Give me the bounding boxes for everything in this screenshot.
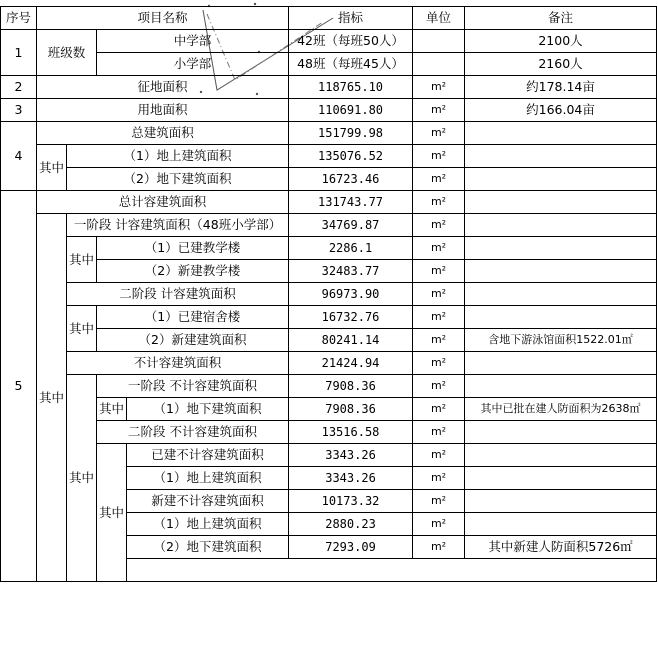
value-cell: 7908.36 — [289, 398, 413, 421]
table-row — [1, 76, 657, 99]
value-cell: 3343.26 — [289, 467, 413, 490]
table-row — [1, 53, 657, 76]
header-note: 备注 — [465, 7, 657, 30]
blank-cell — [127, 559, 657, 582]
row-label: （1）已建宿舍楼 — [97, 306, 289, 329]
unit-cell — [413, 30, 465, 53]
seq-cell: 1 — [1, 30, 37, 76]
row-label: 班级数 — [37, 30, 97, 76]
unit-cell: m² — [413, 444, 465, 467]
unit-cell: m² — [413, 122, 465, 145]
value-cell: 48班（每班45人） — [289, 53, 413, 76]
row-label: （2）地下建筑面积 — [67, 168, 289, 191]
row-label: 不计容建筑面积 — [67, 352, 289, 375]
value-cell: 34769.87 — [289, 214, 413, 237]
table-row — [1, 191, 657, 214]
unit-cell: m² — [413, 99, 465, 122]
note-cell — [465, 145, 657, 168]
qizhong-label: 其中 — [37, 214, 67, 582]
row-label: （1）地上建筑面积 — [127, 513, 289, 536]
row-label: （2）新建建筑面积 — [97, 329, 289, 352]
row-label: 二阶段 不计容建筑面积 — [97, 421, 289, 444]
table-row — [1, 260, 657, 283]
note-cell: 含地下游泳馆面积1522.01㎡ — [465, 329, 657, 352]
note-cell — [465, 352, 657, 375]
qizhong-label: 其中 — [67, 375, 97, 582]
unit-cell: m² — [413, 375, 465, 398]
table-row — [1, 329, 657, 352]
unit-cell: m² — [413, 513, 465, 536]
note-cell — [465, 283, 657, 306]
unit-cell: m² — [413, 168, 465, 191]
value-cell: 10173.32 — [289, 490, 413, 513]
table-row — [1, 398, 657, 421]
header-unit: 单位 — [413, 7, 465, 30]
unit-cell: m² — [413, 329, 465, 352]
unit-cell: m² — [413, 536, 465, 559]
note-cell — [465, 421, 657, 444]
note-cell — [465, 306, 657, 329]
qizhong-label: 其中 — [37, 145, 67, 191]
header-value: 指标 — [289, 7, 413, 30]
table-row — [1, 421, 657, 444]
value-cell: 32483.77 — [289, 260, 413, 283]
row-label: 一阶段 不计容建筑面积 — [97, 375, 289, 398]
seq-cell: 2 — [1, 76, 37, 99]
row-label: 新建不计容建筑面积 — [127, 490, 289, 513]
value-cell: 110691.80 — [289, 99, 413, 122]
value-cell: 16732.76 — [289, 306, 413, 329]
row-label: 用地面积 — [37, 99, 289, 122]
unit-cell: m² — [413, 421, 465, 444]
header-seq: 序号 — [1, 7, 37, 30]
value-cell: 151799.98 — [289, 122, 413, 145]
qizhong-label: 其中 — [67, 306, 97, 352]
note-cell — [465, 444, 657, 467]
table-row — [1, 145, 657, 168]
table-row — [1, 352, 657, 375]
note-cell — [465, 168, 657, 191]
note-cell: 其中新建人防面积5726㎡ — [465, 536, 657, 559]
value-cell: 21424.94 — [289, 352, 413, 375]
table-row — [1, 99, 657, 122]
unit-cell: m² — [413, 145, 465, 168]
value-cell: 7908.36 — [289, 375, 413, 398]
qizhong-label: 其中 — [97, 398, 127, 421]
row-label: （1）地上建筑面积 — [127, 467, 289, 490]
value-cell: 3343.26 — [289, 444, 413, 467]
unit-cell: m² — [413, 237, 465, 260]
sub-label: 中学部 — [97, 30, 289, 53]
note-cell: 其中已批在建人防面积为2638㎡ — [465, 398, 657, 421]
row-label: （1）地上建筑面积 — [67, 145, 289, 168]
note-cell — [465, 237, 657, 260]
table-row — [1, 30, 657, 53]
row-label: （1）已建教学楼 — [97, 237, 289, 260]
note-cell — [465, 513, 657, 536]
table-row — [1, 214, 657, 237]
note-cell — [465, 375, 657, 398]
value-cell: 2880.23 — [289, 513, 413, 536]
value-cell: 118765.10 — [289, 76, 413, 99]
note-cell — [465, 122, 657, 145]
table-row — [1, 237, 657, 260]
note-cell: 约166.04亩 — [465, 99, 657, 122]
row-label: 一阶段 计容建筑面积（48班小学部） — [67, 214, 289, 237]
note-cell: 2100人 — [465, 30, 657, 53]
note-cell: 约178.14亩 — [465, 76, 657, 99]
unit-cell: m² — [413, 467, 465, 490]
unit-cell: m² — [413, 490, 465, 513]
value-cell: 131743.77 — [289, 191, 413, 214]
seq-cell: 4 — [1, 122, 37, 191]
table-row — [1, 168, 657, 191]
value-cell: 2286.1 — [289, 237, 413, 260]
row-label: （2）新建教学楼 — [97, 260, 289, 283]
note-cell — [465, 214, 657, 237]
qizhong-label: 其中 — [67, 237, 97, 283]
seq-cell: 5 — [1, 191, 37, 582]
note-cell — [465, 260, 657, 283]
row-label: 总计容建筑面积 — [37, 191, 289, 214]
note-cell — [465, 467, 657, 490]
unit-cell: m² — [413, 352, 465, 375]
sub-label: 小学部 — [97, 53, 289, 76]
unit-cell: m² — [413, 76, 465, 99]
row-label: 二阶段 计容建筑面积 — [67, 283, 289, 306]
qizhong-label: 其中 — [97, 444, 127, 582]
value-cell: 7293.09 — [289, 536, 413, 559]
value-cell: 16723.46 — [289, 168, 413, 191]
row-label: （2）地下建筑面积 — [127, 536, 289, 559]
project-indicator-table — [0, 6, 657, 582]
note-cell — [465, 490, 657, 513]
value-cell: 135076.52 — [289, 145, 413, 168]
table-row — [1, 375, 657, 398]
seq-cell: 3 — [1, 99, 37, 122]
unit-cell: m² — [413, 191, 465, 214]
table-row — [1, 122, 657, 145]
value-cell: 96973.90 — [289, 283, 413, 306]
table-row — [1, 283, 657, 306]
value-cell: 42班（每班50人） — [289, 30, 413, 53]
unit-cell: m² — [413, 214, 465, 237]
note-cell: 2160人 — [465, 53, 657, 76]
table-row — [1, 306, 657, 329]
unit-cell: m² — [413, 283, 465, 306]
row-label: （1）地下建筑面积 — [127, 398, 289, 421]
unit-cell — [413, 53, 465, 76]
unit-cell: m² — [413, 306, 465, 329]
row-label: 总建筑面积 — [37, 122, 289, 145]
row-label: 已建不计容建筑面积 — [127, 444, 289, 467]
note-cell — [465, 191, 657, 214]
header-row — [1, 7, 657, 30]
unit-cell: m² — [413, 260, 465, 283]
value-cell: 13516.58 — [289, 421, 413, 444]
row-label: 征地面积 — [37, 76, 289, 99]
value-cell: 80241.14 — [289, 329, 413, 352]
table-row — [1, 444, 657, 467]
unit-cell: m² — [413, 398, 465, 421]
header-item: 项目名称 — [37, 7, 289, 30]
